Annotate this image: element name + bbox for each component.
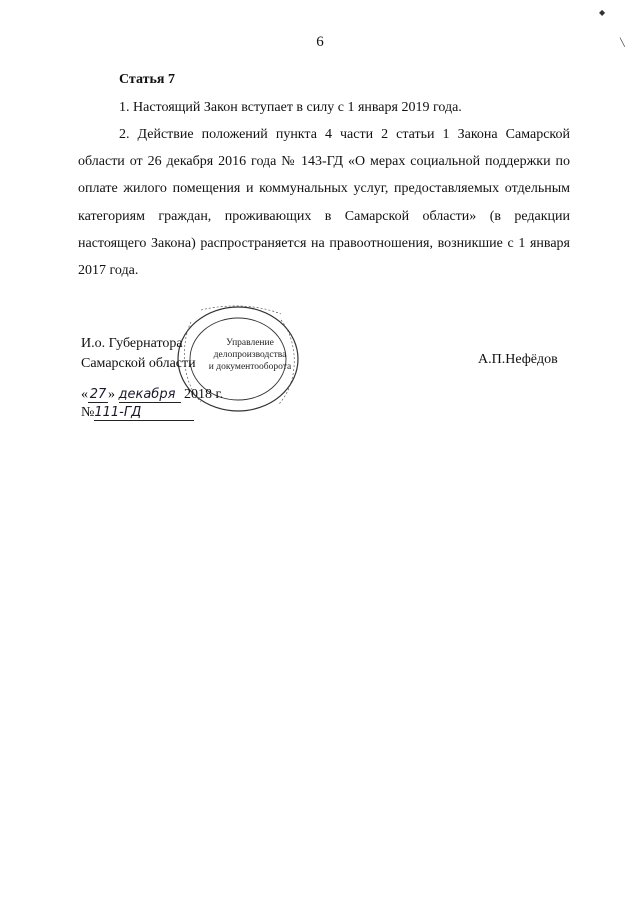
page-number: 6 [316, 34, 324, 50]
corner-mark-top: ◆ [599, 8, 606, 17]
corner-mark-side: ╲ [620, 38, 625, 47]
law-number [81, 405, 194, 421]
signatory-name: А.П.Нефёдов [478, 352, 558, 367]
seal-text-line: Управление [226, 338, 274, 348]
date-quote-close: » [108, 387, 115, 402]
date-day: 27 [89, 387, 107, 402]
number-value: 111-ГД [94, 405, 194, 421]
signatory-position-line: И.о. Губернатора [81, 336, 183, 351]
article-title: Статья 7 [119, 72, 175, 87]
article-paragraph-2: 2. Действие положений пункта 4 части 2 статьи 1 Закона Самарской области от 26 декабря 2016 года № 143-ГД «О мерах социальной поддержки по оплате жилого помещения и коммунальных услуг, предоставляемых отдельным категориям граждан, проживающих в Самарской области» (в редакции настоящего Закона) распространяется на правоотношения, возникшие с 1 января 2017 года. [78, 127, 570, 279]
signatory-position [81, 334, 196, 374]
number-prefix: № [81, 405, 95, 420]
seal-text [195, 337, 305, 373]
article-paragraph-1: 1. Настоящий Закон вступает в силу с 1 января 2019 года. [119, 100, 462, 115]
seal-text-line: делопроизводства [213, 350, 287, 360]
date-month: декабря [119, 387, 181, 403]
signing-date [81, 387, 223, 403]
date-year: 2018 г. [184, 387, 224, 402]
seal-text-line: и документооборота [208, 362, 292, 372]
signatory-position-line: Самарской области [81, 356, 196, 371]
date-quote-open: « [81, 387, 88, 402]
